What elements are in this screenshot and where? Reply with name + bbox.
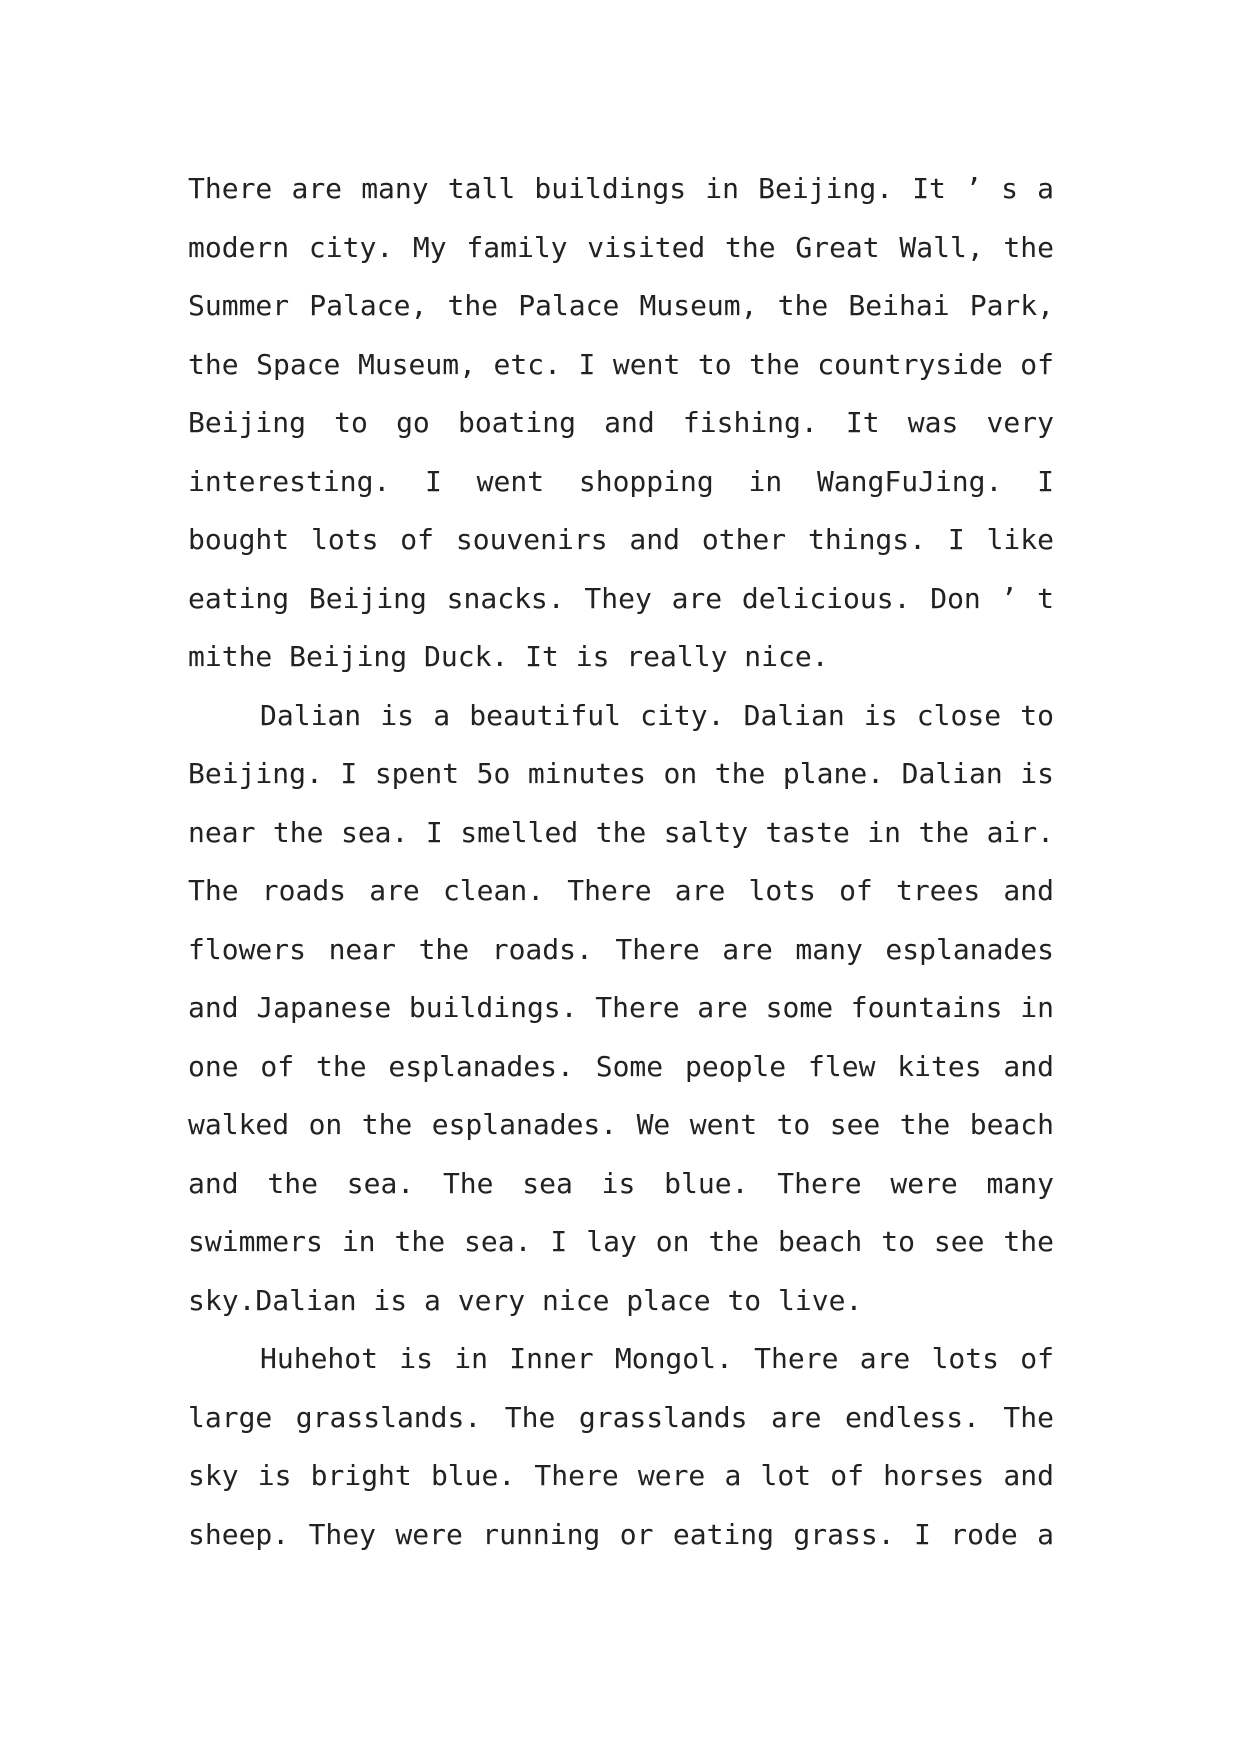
text-line: sky.Dalian is a very nice place to live. bbox=[188, 1283, 863, 1317]
text-line: and the sea. The sea is blue. There were many bbox=[188, 1166, 1054, 1200]
text-line: The roads are clean. There are lots of trees and bbox=[188, 874, 1054, 907]
text-line: Huhehot is in Inner Mongol. There are lots of bbox=[260, 1342, 1054, 1375]
text-line: There are many tall buildings in Beijing. It ’ s a bbox=[188, 172, 1054, 205]
text-line: eating Beijing snacks. They are delicious. Don ’ t bbox=[188, 581, 1054, 615]
text-line: flowers near the roads. There are many esplanades bbox=[188, 932, 1054, 966]
text-line: sky is bright blue. There were a lot of horses and bbox=[188, 1459, 1054, 1492]
text-line: sheep. They were running or eating grass. I rode a bbox=[188, 1517, 1054, 1551]
text-line: and Japanese buildings. There are some fountains in bbox=[188, 991, 1054, 1024]
text-line: Summer Palace, the Palace Museum, the Beihai Park, bbox=[188, 289, 1054, 322]
paragraph-beijing bbox=[188, 160, 1054, 687]
text-line: one of the esplanades. Some people flew kites and bbox=[188, 1049, 1054, 1083]
text-line: bought lots of souvenirs and other things. I like bbox=[188, 523, 1054, 556]
text-line: modern city. My family visited the Great Wall, the bbox=[188, 230, 1054, 264]
text-line: near the sea. I smelled the salty taste in the air. bbox=[188, 815, 1054, 849]
text-line: Dalian is a beautiful city. Dalian is close to bbox=[260, 698, 1054, 732]
text-line: large grasslands. The grasslands are endless. The bbox=[188, 1400, 1054, 1434]
text-line: the Space Museum, etc. I went to the countryside of bbox=[188, 347, 1054, 381]
document-body bbox=[188, 160, 1054, 1564]
text-line: interesting. I went shopping in WangFuJing. I bbox=[188, 464, 1054, 498]
paragraph-huhehot bbox=[188, 1330, 1054, 1564]
paragraph-dalian bbox=[188, 687, 1054, 1331]
text-line: Beijing. I spent 5o minutes on the plane. Dalian is bbox=[188, 757, 1054, 790]
text-line: walked on the esplanades. We went to see the beach bbox=[188, 1108, 1054, 1141]
text-line: mithe Beijing Duck. It is really nice. bbox=[188, 640, 829, 673]
text-line: Beijing to go boating and fishing. It was very bbox=[188, 406, 1054, 439]
text-line: swimmers in the sea. I lay on the beach to see the bbox=[188, 1225, 1054, 1258]
